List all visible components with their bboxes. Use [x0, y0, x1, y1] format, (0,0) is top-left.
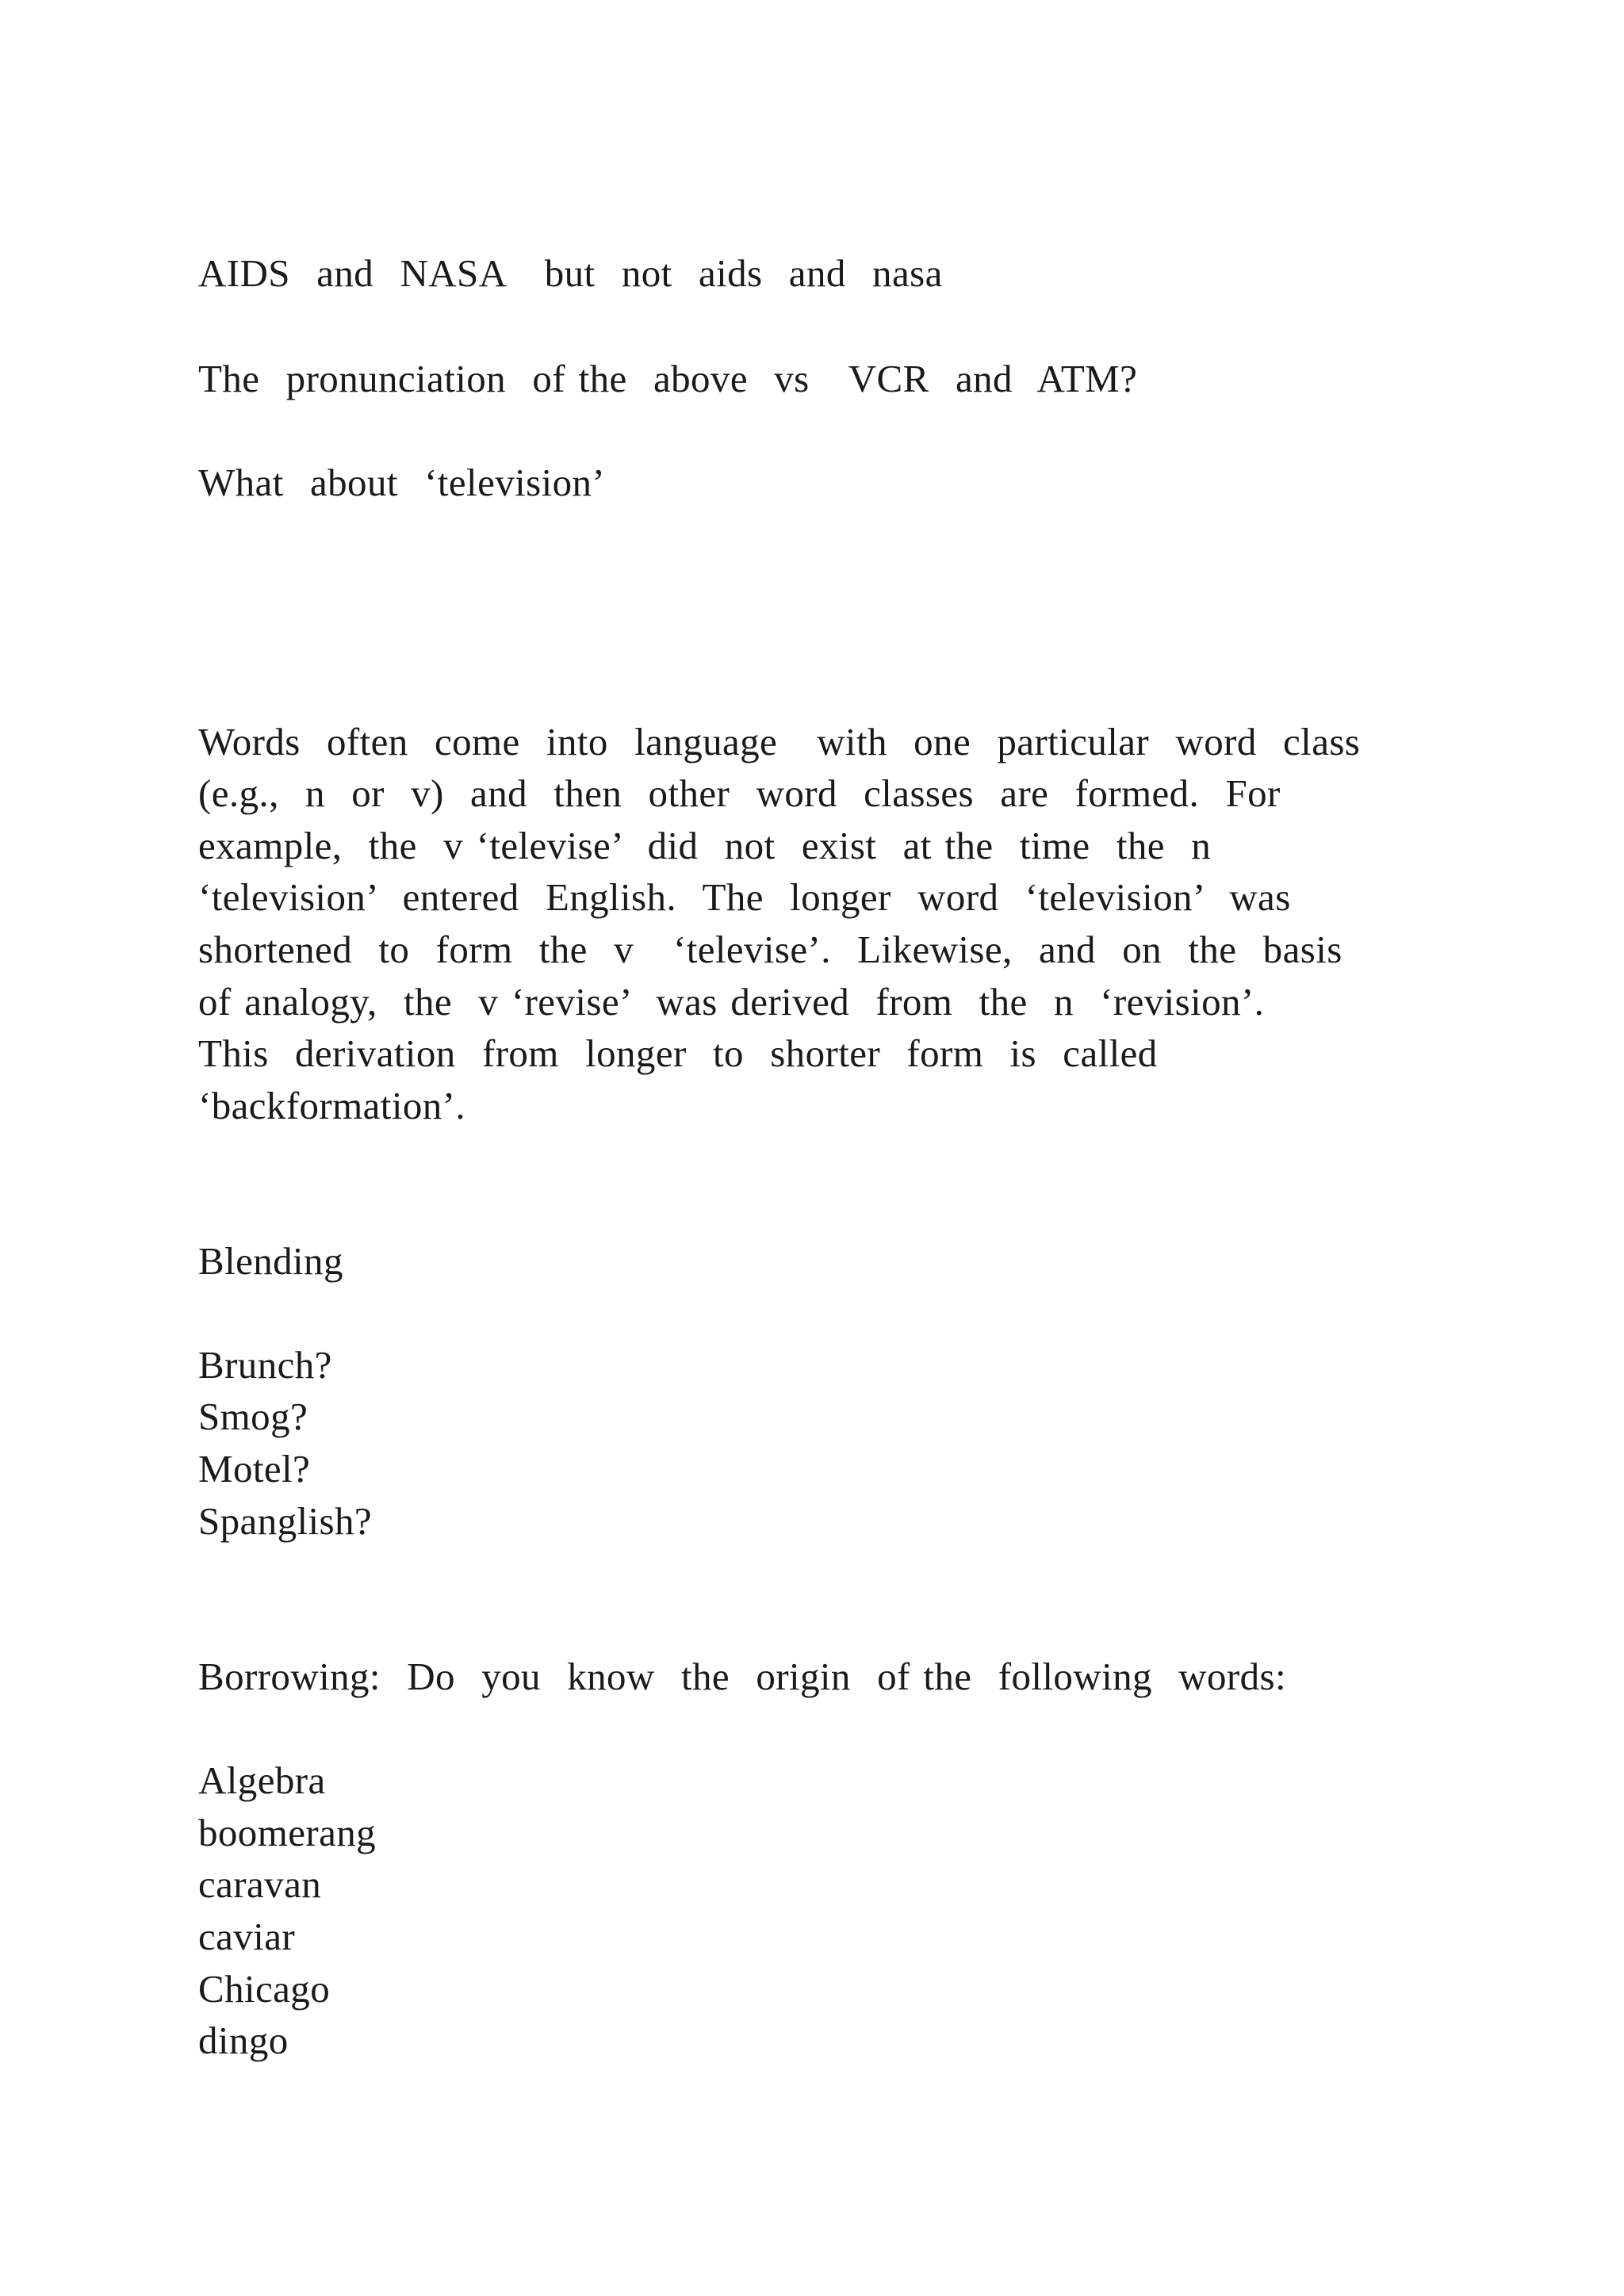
paragraph-line: example, the v ‘televise’ did not exist at the time the n	[198, 824, 1212, 867]
list-item: Chicago	[198, 1967, 331, 2011]
paragraph-line: shortened to form the v ‘televise’. Likewise, and on the basis	[198, 928, 1342, 971]
paragraph-line: (e.g., n or v) and then other word classes are formed. For	[198, 771, 1281, 815]
paragraph-line: ‘backformation’.	[198, 1084, 466, 1127]
borrowing-heading: Borrowing: Do you know the origin of the following words:	[198, 1655, 1286, 1698]
paragraph-line: Words often come into language with one particular word class	[198, 720, 1361, 763]
list-item: Motel?	[198, 1447, 311, 1490]
list-item: Algebra	[198, 1758, 326, 1802]
paragraph-line: of analogy, the v ‘revise’ was derived from the n ‘revision’.	[198, 980, 1265, 1024]
list-item: dingo	[198, 2019, 289, 2062]
intro-line-television: What about ‘television’	[198, 461, 606, 504]
list-item: Smog?	[198, 1395, 308, 1438]
paragraph-line: This derivation from longer to shorter form is called	[198, 1031, 1158, 1075]
list-item: caviar	[198, 1915, 296, 1958]
intro-line-acronyms: AIDS and NASA but not aids and nasa	[198, 251, 943, 295]
list-item: Brunch?	[198, 1343, 332, 1387]
list-item: caravan	[198, 1862, 322, 1906]
intro-line-pronunciation: The pronunciation of the above vs VCR and ATM?	[198, 357, 1138, 400]
list-item: boomerang	[198, 1811, 377, 1854]
list-item: Spanglish?	[198, 1499, 373, 1543]
paragraph-line: ‘television’ entered English. The longer word ‘television’ was	[198, 875, 1291, 919]
blending-heading: Blending	[198, 1239, 343, 1283]
